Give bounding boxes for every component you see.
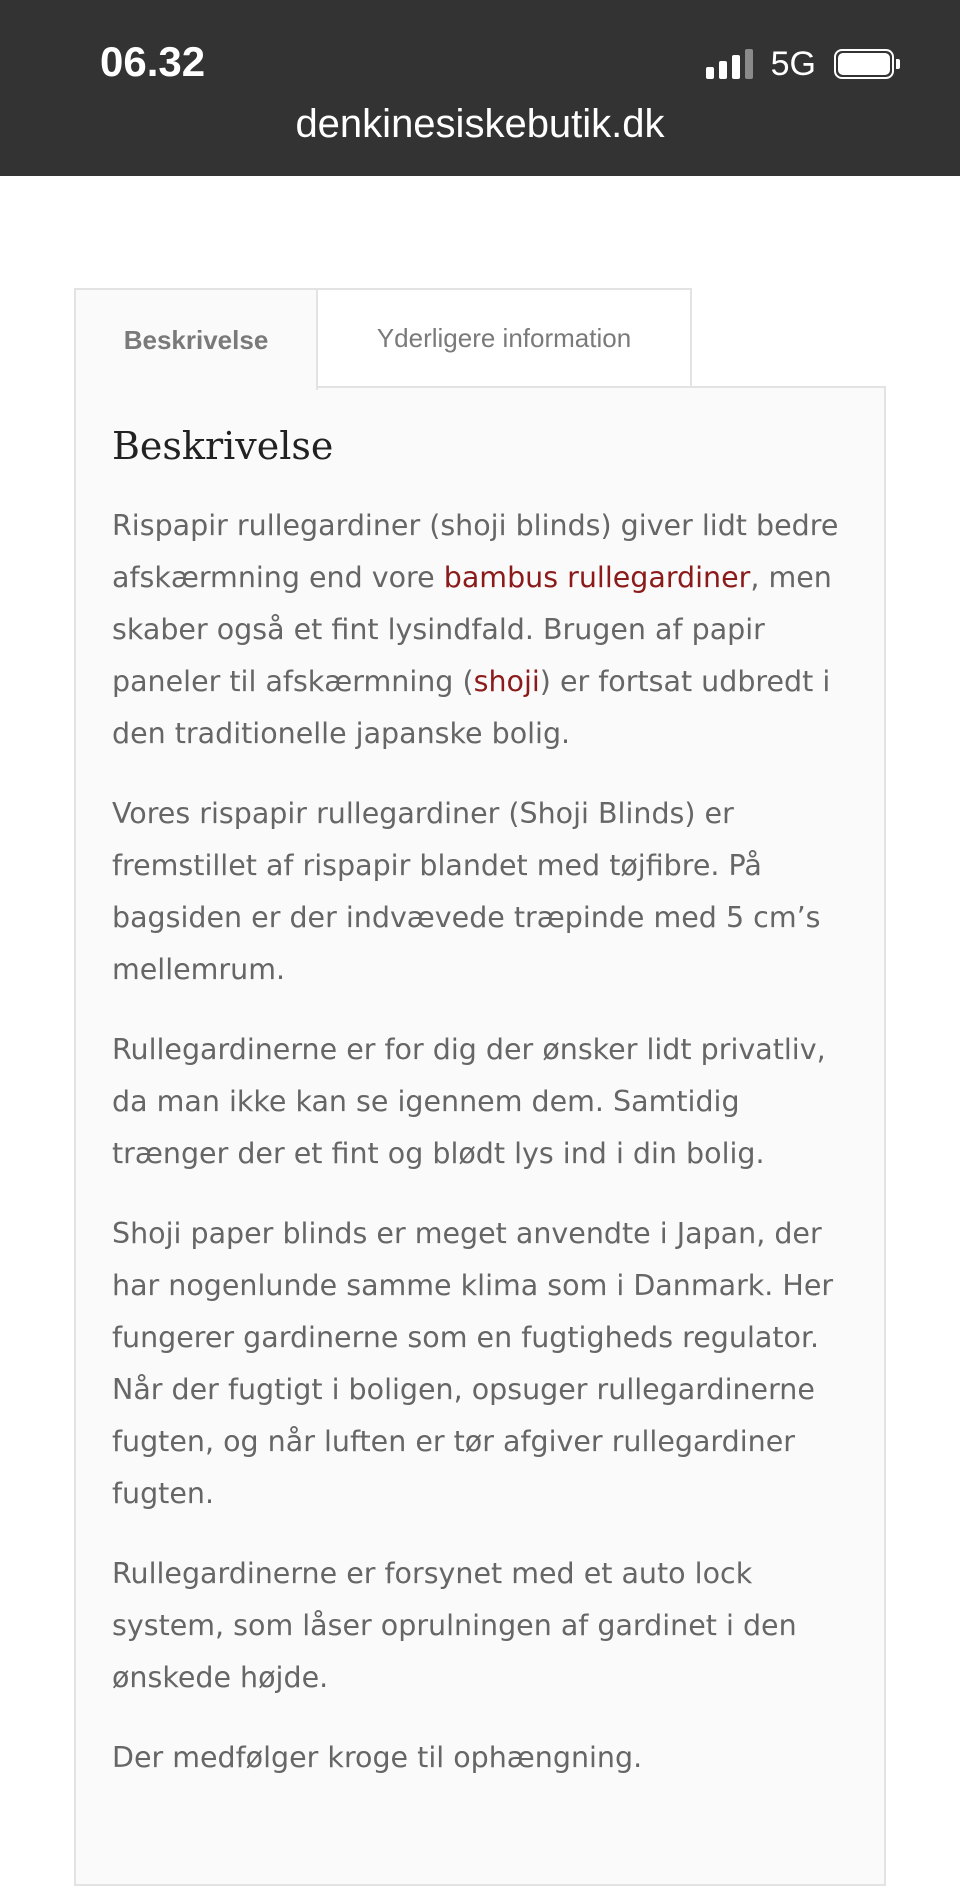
description-paragraph-4: Shoji paper blinds er meget anvendte i Japan, der har nogenlunde samme klima som i Danmark. Her fungerer gardinerne som en fugtigheds regulator. Når der fugtigt i boligen, opsuger rullegardinerne fugten, og når luften er tør afgiver rullegardiner fugten. <box>112 1217 834 1510</box>
description-heading: Beskrivelse <box>112 424 334 468</box>
description-panel <box>74 386 886 1886</box>
status-indicators <box>706 44 896 84</box>
cellular-signal-icon <box>706 49 753 79</box>
paragraph-text: , men skaber også et fint lysindfald. Brugen af papir paneler til afskærmning ( <box>112 561 832 698</box>
description-paragraph-2: Vores rispapir rullegardiner (Shoji Blinds) er fremstillet af rispapir blandet med tøjfibre. På bagsiden er der indvævede træpinde med 5 cm’s mellemrum. <box>112 797 821 986</box>
tab-description[interactable]: Beskrivelse <box>74 288 318 390</box>
paragraph-text: ) er fortsat udbredt i den traditionelle japanske bolig. <box>112 665 831 750</box>
paragraph-text: Rispapir rullegardiner (shoji blinds) giver lidt bedre afskærmning end vore <box>112 509 839 594</box>
status-time: 06.32 <box>100 38 206 85</box>
description-paragraph-5: Rullegardinerne er forsynet med et auto lock system, som låser oprulningen af gardinet i den ønskede højde. <box>112 1557 797 1694</box>
tab-additional-information[interactable]: Yderligere information <box>316 288 692 388</box>
description-paragraph-1 <box>112 500 848 760</box>
network-type-label: 5G <box>770 44 816 83</box>
status-bar <box>0 0 960 176</box>
shoji-link[interactable]: shoji <box>473 665 540 698</box>
address-bar-url[interactable]: denkinesiskebutik.dk <box>295 102 665 146</box>
description-paragraph-6: Der medfølger kroge til ophængning. <box>112 1741 643 1774</box>
battery-icon <box>834 49 896 79</box>
description-paragraph-3: Rullegardinerne er for dig der ønsker lidt privatliv, da man ikke kan se igennem dem. Samtidig trænger der et fint og blødt lys ind i din bolig. <box>112 1033 826 1170</box>
bambus-rullegardiner-link[interactable]: bambus rullegardiner <box>443 561 751 594</box>
